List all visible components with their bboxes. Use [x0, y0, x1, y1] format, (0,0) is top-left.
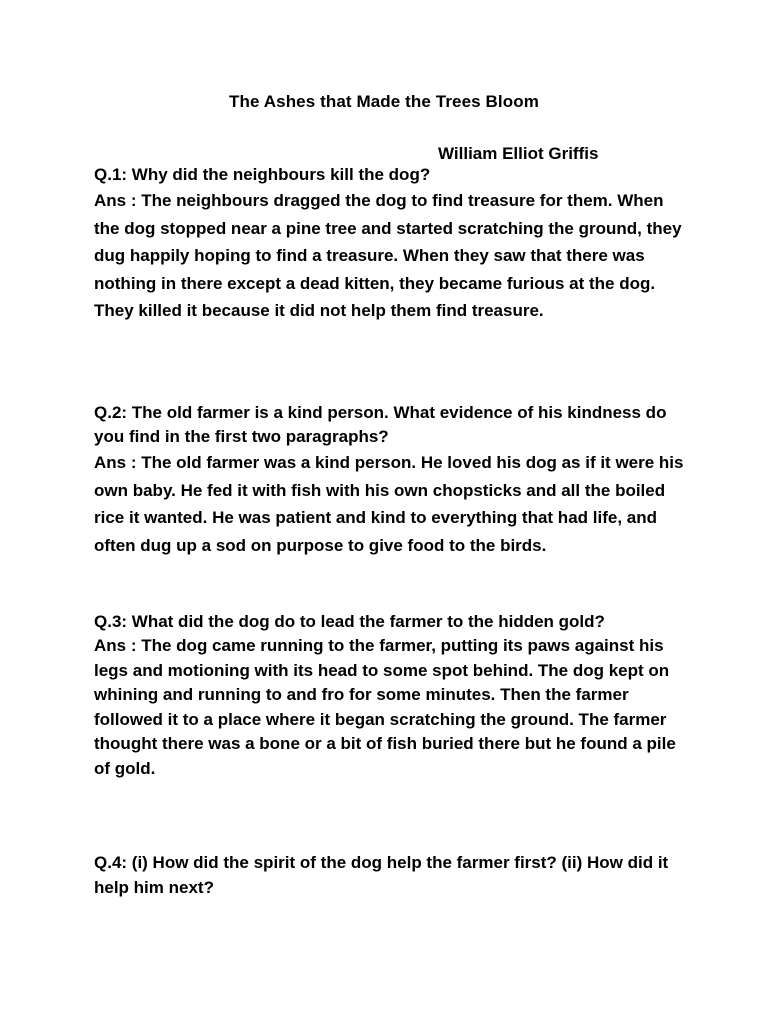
question-2: Q.2: The old farmer is a kind person. What evidence of his kindness do you find in the first two paragraphs?: [94, 403, 667, 446]
question-4: Q.4: (i) How did the spirit of the dog help the farmer first? (ii) How did it help him next?: [94, 853, 669, 897]
document-title: The Ashes that Made the Trees Bloom: [229, 92, 539, 111]
answer-1: Ans : The neighbours dragged the dog to find treasure for them. When the dog stopped near a pine tree and started scratching the ground, they dug happily hoping to find a treasure. When they saw that there was nothing in there except a dead kitten, they became furious at the dog. They killed it because it did not help them find treasure.: [94, 191, 682, 320]
answer-2: Ans : The old farmer was a kind person. He loved his dog as if it were his own baby. He fed it with fish with his own chopsticks and all the boiled rice it wanted. He was patient and kind to everything that had life, and often dug up a sod on purpose to give food to the birds.: [94, 453, 684, 555]
author-name: William Elliot Griffis: [438, 144, 599, 163]
qa-block-3: [94, 610, 684, 781]
qa-block-2: [94, 401, 684, 559]
qa-block-1: [94, 163, 684, 325]
qa-block-4: [94, 850, 684, 900]
question-1: Q.1: Why did the neighbours kill the dog?: [94, 165, 431, 184]
answer-3: Ans : The dog came running to the farmer, putting its paws against his legs and motioning with its head to some spot behind. The dog kept on whining and running to and fro for some minutes. Then the farmer followed it to a place where it began scratching the ground. The farmer thought there was a bone or a bit of fish buried there but he found a pile of gold.: [94, 636, 676, 778]
question-3: Q.3: What did the dog do to lead the farmer to the hidden gold?: [94, 612, 605, 631]
